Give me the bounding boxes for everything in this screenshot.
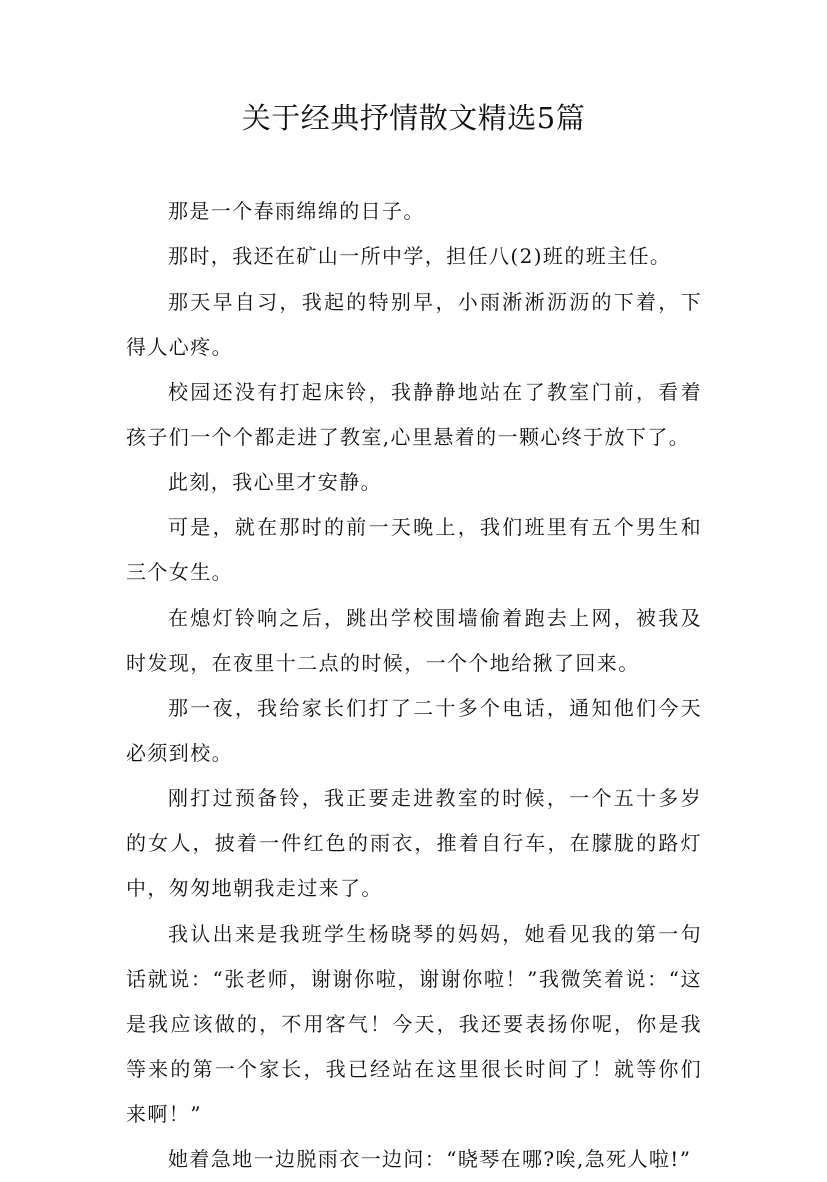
paragraph: 那天早自习，我起的特别早，小雨淅淅沥沥的下着，下得人心疼。 <box>126 289 702 359</box>
paragraph: 可是，就在那时的前一天晚上，我们班里有五个男生和三个女生。 <box>126 515 702 585</box>
paragraph: 此刻，我心里才安静。 <box>168 470 382 495</box>
paragraph: 那是一个春雨绵绵的日子。 <box>168 199 425 223</box>
paragraph: 我认出来是我班学生杨晓琴的妈妈，她看见我的第一句话就说：“张老师，谢谢你啦，谢谢你啦！”我微笑着说：“这是我应该做的，不用客气！今天，我还要表扬你呢，你是我等来的第一个家长，我已经站在这里很长时间了！就等你们来啊！” <box>126 921 702 1126</box>
paragraph: 在熄灯铃响之后，跳出学校围墙偷着跑去上网，被我及时发现，在夜里十二点的时候，一个个地给揪了回来。 <box>126 605 702 675</box>
paragraph: 刚打过预备铃，我正要走进教室的时候，一个五十多岁的女人，披着一件红色的雨衣，推着自行车，在朦胧的路灯中，匆匆地朝我走过来了。 <box>126 786 702 901</box>
document-body <box>126 189 702 1182</box>
paragraph: 那时，我还在矿山一所中学，担任八(2)班的班主任。 <box>168 244 672 269</box>
document-title: 关于经典抒情散文精选5篇 <box>241 101 586 135</box>
paragraph: 她着急地一边脱雨衣一边问：“晓琴在哪?唉,急死人啦!” <box>168 1146 692 1171</box>
paragraph: 那一夜，我给家长们打了二十多个电话，通知他们今天必须到校。 <box>126 696 702 766</box>
paragraph: 校园还没有打起床铃，我静静地站在了教室门前，看着孩子们一个个都走进了教室,心里悬着的一颗心终于放下了。 <box>126 379 702 449</box>
